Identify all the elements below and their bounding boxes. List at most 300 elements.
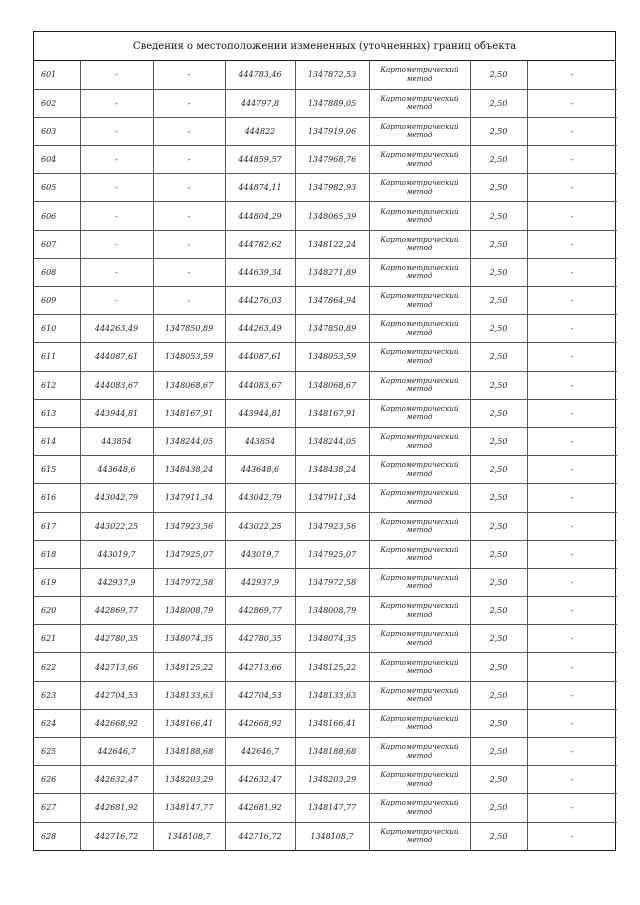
x-old-cell: - bbox=[80, 146, 153, 174]
note-cell: - bbox=[527, 399, 617, 427]
x-new-cell: 444783,46 bbox=[225, 61, 295, 89]
method-text-line: метод bbox=[406, 243, 433, 253]
accuracy-cell: 2,50 bbox=[470, 766, 527, 794]
table-row bbox=[34, 61, 617, 89]
method-text-line: метод bbox=[406, 299, 433, 309]
y-new-cell: 1347911,34 bbox=[295, 484, 369, 512]
y-new-cell: 1348053,59 bbox=[295, 343, 369, 371]
y-old-cell: 1348053,59 bbox=[153, 343, 225, 371]
y-new-cell: 1347968,76 bbox=[295, 146, 369, 174]
method-text-line: метод bbox=[406, 186, 433, 196]
method-text-line: Картометрический bbox=[380, 798, 459, 808]
x-new-cell: 443042,79 bbox=[225, 484, 295, 512]
point-number-cell: 624 bbox=[34, 709, 80, 737]
table-row bbox=[34, 315, 617, 343]
point-number-cell: 605 bbox=[34, 174, 80, 202]
accuracy-cell: 2,50 bbox=[470, 258, 527, 286]
method-text-line: метод bbox=[406, 130, 433, 140]
x-new-cell: 442646,7 bbox=[225, 738, 295, 766]
y-new-cell: 1348244,05 bbox=[295, 427, 369, 455]
y-old-cell: 1348074,35 bbox=[153, 625, 225, 653]
x-new-cell: 443944,81 bbox=[225, 399, 295, 427]
x-new-cell: 444083,67 bbox=[225, 371, 295, 399]
y-old-cell: 1348166,41 bbox=[153, 709, 225, 737]
x-new-cell: 442716,72 bbox=[225, 822, 295, 850]
accuracy-cell: 2,50 bbox=[470, 315, 527, 343]
method-text-line: Картометрический bbox=[380, 572, 459, 582]
accuracy-cell: 2,50 bbox=[470, 653, 527, 681]
y-old-cell: 1348438,24 bbox=[153, 456, 225, 484]
x-new-cell: 444263,49 bbox=[225, 315, 295, 343]
method-text-line: метод bbox=[406, 215, 433, 225]
y-new-cell: 1348188,68 bbox=[295, 738, 369, 766]
x-new-cell: 444797,8 bbox=[225, 89, 295, 117]
table-row bbox=[34, 540, 617, 568]
y-new-cell: 1348271,89 bbox=[295, 258, 369, 286]
table-row bbox=[34, 512, 617, 540]
y-old-cell: - bbox=[153, 174, 225, 202]
table-row bbox=[34, 653, 617, 681]
y-new-cell: 1347864,94 bbox=[295, 287, 369, 315]
note-cell: - bbox=[527, 315, 617, 343]
x-new-cell: 443022,25 bbox=[225, 512, 295, 540]
table-row bbox=[34, 794, 617, 822]
x-new-cell: 443854 bbox=[225, 427, 295, 455]
x-new-cell: 442713,66 bbox=[225, 653, 295, 681]
x-new-cell: 444276,03 bbox=[225, 287, 295, 315]
accuracy-cell: 2,50 bbox=[470, 202, 527, 230]
point-number-cell: 612 bbox=[34, 371, 80, 399]
method-cell bbox=[369, 202, 470, 230]
note-cell: - bbox=[527, 174, 617, 202]
method-text-line: Картометрический bbox=[380, 516, 459, 526]
x-old-cell: - bbox=[80, 258, 153, 286]
table-body bbox=[34, 61, 617, 850]
note-cell: - bbox=[527, 540, 617, 568]
table-row bbox=[34, 89, 617, 117]
method-text-line: метод bbox=[406, 694, 433, 704]
note-cell: - bbox=[527, 146, 617, 174]
accuracy-cell: 2,50 bbox=[470, 540, 527, 568]
method-text-line: Картометрический bbox=[380, 150, 459, 160]
method-cell bbox=[369, 653, 470, 681]
table-row bbox=[34, 427, 617, 455]
x-new-cell: 442869,77 bbox=[225, 597, 295, 625]
table-row bbox=[34, 258, 617, 286]
y-old-cell: 1348008,79 bbox=[153, 597, 225, 625]
accuracy-cell: 2,50 bbox=[470, 709, 527, 737]
accuracy-cell: 2,50 bbox=[470, 89, 527, 117]
table-row bbox=[34, 766, 617, 794]
point-number-cell: 623 bbox=[34, 681, 80, 709]
x-new-cell: 442681,92 bbox=[225, 794, 295, 822]
table-row bbox=[34, 597, 617, 625]
x-old-cell: 442632,47 bbox=[80, 766, 153, 794]
x-old-cell: 443042,79 bbox=[80, 484, 153, 512]
x-new-cell: 444087,61 bbox=[225, 343, 295, 371]
x-old-cell: 442646,7 bbox=[80, 738, 153, 766]
method-text-line: метод bbox=[406, 327, 433, 337]
method-text-line: метод bbox=[406, 468, 433, 478]
point-number-cell: 601 bbox=[34, 61, 80, 89]
point-number-cell: 625 bbox=[34, 738, 80, 766]
y-new-cell: 1348065,39 bbox=[295, 202, 369, 230]
method-text-line: метод bbox=[406, 102, 433, 112]
point-number-cell: 620 bbox=[34, 597, 80, 625]
method-text-line: Картометрический bbox=[380, 291, 459, 301]
x-new-cell: 444874,11 bbox=[225, 174, 295, 202]
method-text-line: метод bbox=[406, 553, 433, 563]
method-text-line: метод bbox=[406, 666, 433, 676]
method-text-line: метод bbox=[406, 440, 433, 450]
method-text-line: метод bbox=[406, 778, 433, 788]
method-text-line: Картометрический bbox=[380, 375, 459, 385]
accuracy-cell: 2,50 bbox=[470, 146, 527, 174]
x-new-cell: 444859,57 bbox=[225, 146, 295, 174]
x-old-cell: - bbox=[80, 287, 153, 315]
method-text-line: метод bbox=[406, 355, 433, 365]
method-cell bbox=[369, 258, 470, 286]
method-cell bbox=[369, 174, 470, 202]
point-number-cell: 609 bbox=[34, 287, 80, 315]
note-cell: - bbox=[527, 484, 617, 512]
note-cell: - bbox=[527, 625, 617, 653]
method-text-line: Картометрический bbox=[380, 657, 459, 667]
x-new-cell: 444639,34 bbox=[225, 258, 295, 286]
y-new-cell: 1348203,29 bbox=[295, 766, 369, 794]
note-cell: - bbox=[527, 371, 617, 399]
x-new-cell: 442632,47 bbox=[225, 766, 295, 794]
method-text-line: метод bbox=[406, 271, 433, 281]
accuracy-cell: 2,50 bbox=[470, 371, 527, 399]
method-text-line: Картометрический bbox=[380, 742, 459, 752]
method-text-line: Картометрический bbox=[380, 65, 459, 75]
method-cell bbox=[369, 117, 470, 145]
x-new-cell: 442668,92 bbox=[225, 709, 295, 737]
method-text-line: Картометрический bbox=[380, 544, 459, 554]
method-cell bbox=[369, 794, 470, 822]
y-new-cell: 1348166,41 bbox=[295, 709, 369, 737]
x-old-cell: 444263,49 bbox=[80, 315, 153, 343]
point-number-cell: 618 bbox=[34, 540, 80, 568]
y-old-cell: 1348125,22 bbox=[153, 653, 225, 681]
y-new-cell: 1348074,35 bbox=[295, 625, 369, 653]
table-row bbox=[34, 709, 617, 737]
method-cell bbox=[369, 512, 470, 540]
x-old-cell: - bbox=[80, 230, 153, 258]
note-cell: - bbox=[527, 258, 617, 286]
method-text-line: метод bbox=[406, 412, 433, 422]
method-text-line: Картометрический bbox=[380, 629, 459, 639]
x-old-cell: 442681,92 bbox=[80, 794, 153, 822]
note-cell: - bbox=[527, 709, 617, 737]
accuracy-cell: 2,50 bbox=[470, 117, 527, 145]
method-text-line: Картометрический bbox=[380, 347, 459, 357]
table-row bbox=[34, 117, 617, 145]
y-old-cell: 1348147,77 bbox=[153, 794, 225, 822]
x-new-cell: 444804,29 bbox=[225, 202, 295, 230]
point-number-cell: 610 bbox=[34, 315, 80, 343]
method-text-line: Картометрический bbox=[380, 403, 459, 413]
y-old-cell: 1347911,34 bbox=[153, 484, 225, 512]
point-number-cell: 619 bbox=[34, 568, 80, 596]
note-cell: - bbox=[527, 117, 617, 145]
x-old-cell: 442716,72 bbox=[80, 822, 153, 850]
point-number-cell: 621 bbox=[34, 625, 80, 653]
accuracy-cell: 2,50 bbox=[470, 512, 527, 540]
accuracy-cell: 2,50 bbox=[470, 343, 527, 371]
method-text-line: Картометрический bbox=[380, 93, 459, 103]
method-cell bbox=[369, 540, 470, 568]
x-new-cell: 442704,53 bbox=[225, 681, 295, 709]
accuracy-cell: 2,50 bbox=[470, 230, 527, 258]
y-old-cell: 1348167,91 bbox=[153, 399, 225, 427]
accuracy-cell: 2,50 bbox=[470, 794, 527, 822]
note-cell: - bbox=[527, 512, 617, 540]
y-old-cell: - bbox=[153, 287, 225, 315]
accuracy-cell: 2,50 bbox=[470, 681, 527, 709]
y-new-cell: 1348008,79 bbox=[295, 597, 369, 625]
table-row bbox=[34, 738, 617, 766]
coordinates-table-sheet bbox=[33, 31, 616, 851]
y-old-cell: 1348068,67 bbox=[153, 371, 225, 399]
y-old-cell: - bbox=[153, 230, 225, 258]
y-new-cell: 1347872,53 bbox=[295, 61, 369, 89]
method-text-line: метод bbox=[406, 609, 433, 619]
y-new-cell: 1347919,06 bbox=[295, 117, 369, 145]
point-number-cell: 617 bbox=[34, 512, 80, 540]
point-number-cell: 602 bbox=[34, 89, 80, 117]
method-cell bbox=[369, 146, 470, 174]
y-old-cell: - bbox=[153, 146, 225, 174]
method-cell bbox=[369, 427, 470, 455]
method-text-line: метод bbox=[406, 835, 433, 845]
method-cell bbox=[369, 484, 470, 512]
table-row bbox=[34, 399, 617, 427]
method-text-line: Картометрический bbox=[380, 770, 459, 780]
table-row bbox=[34, 146, 617, 174]
y-old-cell: 1347925,07 bbox=[153, 540, 225, 568]
y-new-cell: 1348125,22 bbox=[295, 653, 369, 681]
point-number-cell: 626 bbox=[34, 766, 80, 794]
y-old-cell: - bbox=[153, 117, 225, 145]
coordinates-table bbox=[34, 61, 617, 850]
point-number-cell: 604 bbox=[34, 146, 80, 174]
x-old-cell: 442937,9 bbox=[80, 568, 153, 596]
method-text-line: метод bbox=[406, 496, 433, 506]
note-cell: - bbox=[527, 61, 617, 89]
point-number-cell: 607 bbox=[34, 230, 80, 258]
note-cell: - bbox=[527, 681, 617, 709]
x-old-cell: 442780,35 bbox=[80, 625, 153, 653]
table-row bbox=[34, 484, 617, 512]
table-row bbox=[34, 456, 617, 484]
x-old-cell: 444083,67 bbox=[80, 371, 153, 399]
note-cell: - bbox=[527, 653, 617, 681]
note-cell: - bbox=[527, 597, 617, 625]
accuracy-cell: 2,50 bbox=[470, 625, 527, 653]
method-text-line: Картометрический bbox=[380, 826, 459, 836]
method-text-line: Картометрический bbox=[380, 319, 459, 329]
y-old-cell: 1347923,56 bbox=[153, 512, 225, 540]
method-cell bbox=[369, 568, 470, 596]
point-number-cell: 614 bbox=[34, 427, 80, 455]
method-cell bbox=[369, 766, 470, 794]
method-cell bbox=[369, 61, 470, 89]
x-old-cell: 443648,6 bbox=[80, 456, 153, 484]
x-old-cell: 444087,61 bbox=[80, 343, 153, 371]
method-text-line: Картометрический bbox=[380, 178, 459, 188]
accuracy-cell: 2,50 bbox=[470, 287, 527, 315]
table-row bbox=[34, 230, 617, 258]
point-number-cell: 606 bbox=[34, 202, 80, 230]
accuracy-cell: 2,50 bbox=[470, 399, 527, 427]
point-number-cell: 616 bbox=[34, 484, 80, 512]
note-cell: - bbox=[527, 343, 617, 371]
x-new-cell: 442937,9 bbox=[225, 568, 295, 596]
method-cell bbox=[369, 371, 470, 399]
x-old-cell: 442668,92 bbox=[80, 709, 153, 737]
point-number-cell: 608 bbox=[34, 258, 80, 286]
method-text-line: Картометрический bbox=[380, 121, 459, 131]
note-cell: - bbox=[527, 568, 617, 596]
note-cell: - bbox=[527, 766, 617, 794]
x-old-cell: - bbox=[80, 117, 153, 145]
note-cell: - bbox=[527, 202, 617, 230]
x-old-cell: 442869,77 bbox=[80, 597, 153, 625]
y-new-cell: 1348068,67 bbox=[295, 371, 369, 399]
table-title: Сведения о местоположении измененных (уточненных) границ объекта bbox=[34, 32, 615, 61]
x-old-cell: 443944,81 bbox=[80, 399, 153, 427]
method-cell bbox=[369, 709, 470, 737]
y-old-cell: 1348108,7 bbox=[153, 822, 225, 850]
point-number-cell: 627 bbox=[34, 794, 80, 822]
y-old-cell: - bbox=[153, 61, 225, 89]
point-number-cell: 603 bbox=[34, 117, 80, 145]
method-text-line: метод bbox=[406, 750, 433, 760]
y-new-cell: 1347850,89 bbox=[295, 315, 369, 343]
accuracy-cell: 2,50 bbox=[470, 484, 527, 512]
method-text-line: Картометрический bbox=[380, 685, 459, 695]
method-text-line: метод bbox=[406, 722, 433, 732]
x-old-cell: - bbox=[80, 174, 153, 202]
y-new-cell: 1348438,24 bbox=[295, 456, 369, 484]
accuracy-cell: 2,50 bbox=[470, 174, 527, 202]
accuracy-cell: 2,50 bbox=[470, 568, 527, 596]
method-cell bbox=[369, 287, 470, 315]
method-cell bbox=[369, 597, 470, 625]
note-cell: - bbox=[527, 738, 617, 766]
y-new-cell: 1348122,24 bbox=[295, 230, 369, 258]
method-text-line: Картометрический bbox=[380, 713, 459, 723]
accuracy-cell: 2,50 bbox=[470, 456, 527, 484]
method-cell bbox=[369, 399, 470, 427]
accuracy-cell: 2,50 bbox=[470, 822, 527, 850]
point-number-cell: 628 bbox=[34, 822, 80, 850]
x-new-cell: 444782,62 bbox=[225, 230, 295, 258]
method-text-line: Картометрический bbox=[380, 262, 459, 272]
method-cell bbox=[369, 681, 470, 709]
method-text-line: метод bbox=[406, 158, 433, 168]
method-text-line: Картометрический bbox=[380, 601, 459, 611]
x-new-cell: 443019,7 bbox=[225, 540, 295, 568]
y-old-cell: - bbox=[153, 258, 225, 286]
y-new-cell: 1347923,56 bbox=[295, 512, 369, 540]
table-row bbox=[34, 822, 617, 850]
x-new-cell: 444822 bbox=[225, 117, 295, 145]
table-row bbox=[34, 343, 617, 371]
note-cell: - bbox=[527, 230, 617, 258]
y-new-cell: 1348133,63 bbox=[295, 681, 369, 709]
y-old-cell: - bbox=[153, 89, 225, 117]
method-text-line: Картометрический bbox=[380, 432, 459, 442]
method-text-line: метод bbox=[406, 73, 433, 83]
accuracy-cell: 2,50 bbox=[470, 61, 527, 89]
y-old-cell: 1347850,89 bbox=[153, 315, 225, 343]
y-new-cell: 1347889,05 bbox=[295, 89, 369, 117]
method-cell bbox=[369, 456, 470, 484]
method-cell bbox=[369, 625, 470, 653]
x-old-cell: 443022,25 bbox=[80, 512, 153, 540]
accuracy-cell: 2,50 bbox=[470, 597, 527, 625]
note-cell: - bbox=[527, 456, 617, 484]
note-cell: - bbox=[527, 287, 617, 315]
x-old-cell: 442704,53 bbox=[80, 681, 153, 709]
note-cell: - bbox=[570, 831, 574, 841]
point-number-cell: 622 bbox=[34, 653, 80, 681]
point-number-cell: 615 bbox=[34, 456, 80, 484]
y-new-cell: 1348147,77 bbox=[295, 794, 369, 822]
x-old-cell: - bbox=[80, 61, 153, 89]
method-cell bbox=[369, 315, 470, 343]
accuracy-cell: 2,50 bbox=[470, 427, 527, 455]
method-cell bbox=[369, 230, 470, 258]
accuracy-cell: 2,50 bbox=[470, 738, 527, 766]
x-new-cell: 443648,6 bbox=[225, 456, 295, 484]
note-cell: - bbox=[527, 427, 617, 455]
method-text-line: метод bbox=[406, 637, 433, 647]
x-old-cell: - bbox=[80, 202, 153, 230]
method-text-line: Картометрический bbox=[380, 460, 459, 470]
method-text-line: метод bbox=[406, 806, 433, 816]
table-row bbox=[34, 174, 617, 202]
point-number-cell: 613 bbox=[34, 399, 80, 427]
method-cell bbox=[369, 738, 470, 766]
y-new-cell: 1347925,07 bbox=[295, 540, 369, 568]
table-row bbox=[34, 202, 617, 230]
method-text-line: Картометрический bbox=[380, 206, 459, 216]
x-old-cell: 443019,7 bbox=[80, 540, 153, 568]
method-text-line: Картометрический bbox=[380, 488, 459, 498]
method-text-line: метод bbox=[406, 384, 433, 394]
y-old-cell: - bbox=[153, 202, 225, 230]
x-old-cell: 443854 bbox=[80, 427, 153, 455]
note-cell: - bbox=[527, 89, 617, 117]
table-row bbox=[34, 568, 617, 596]
method-cell bbox=[369, 822, 470, 850]
y-old-cell: 1348244,05 bbox=[153, 427, 225, 455]
note-cell: - bbox=[527, 794, 617, 822]
y-new-cell: 1347972,58 bbox=[295, 568, 369, 596]
x-new-cell: 442780,35 bbox=[225, 625, 295, 653]
method-cell bbox=[369, 89, 470, 117]
y-old-cell: 1348188,68 bbox=[153, 738, 225, 766]
y-new-cell: 1348108,7 bbox=[295, 822, 369, 850]
point-number-cell: 611 bbox=[34, 343, 80, 371]
y-old-cell: 1347972,58 bbox=[153, 568, 225, 596]
table-row bbox=[34, 625, 617, 653]
method-text-line: метод bbox=[406, 581, 433, 591]
